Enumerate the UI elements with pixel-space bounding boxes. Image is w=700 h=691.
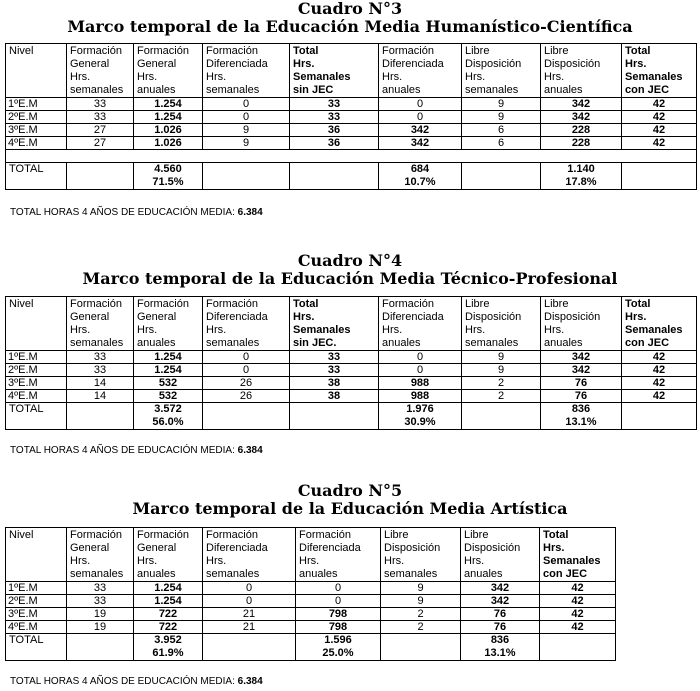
- table4-cell: 42: [622, 377, 697, 390]
- table3-header-cell: Formación General Hrs. anuales: [134, 44, 203, 98]
- table5-total-cell: [203, 634, 296, 661]
- table5-row: [6, 582, 616, 595]
- table3-cell: 1.026: [134, 124, 203, 137]
- table5-cell: 798: [296, 621, 381, 634]
- table3-cell: 342: [379, 124, 462, 137]
- table5-cell: 33: [67, 582, 134, 595]
- table4-cell: 76: [541, 390, 622, 403]
- table4-header-cell: Libre Disposición Hrs. semanales: [462, 297, 541, 351]
- table5-cell: 798: [296, 608, 381, 621]
- table5-header-row: [6, 528, 616, 582]
- table4-cell: 2ºE.M: [6, 364, 67, 377]
- table4-cell: 3ºE.M: [6, 377, 67, 390]
- table3-subtitle: Marco temporal de la Educación Media Humanístico-Científica: [67, 17, 633, 36]
- table3-cell: 342: [541, 111, 622, 124]
- table3-header-cell: Total Hrs. Semanales sin JEC: [290, 44, 379, 98]
- table4-header-cell: Libre Disposición Hrs. anuales: [541, 297, 622, 351]
- table4-subtitle: Marco temporal de la Educación Media Técnico-Profesional: [82, 269, 618, 288]
- table5-cell: 76: [461, 608, 540, 621]
- table4-total-row: [6, 403, 697, 430]
- table4-total-cell: 836 13.1%: [541, 403, 622, 430]
- table3-spacer-cell: [6, 150, 697, 163]
- table5-row: [6, 595, 616, 608]
- table4-cell: 0: [379, 351, 462, 364]
- table3-cell: 33: [67, 111, 134, 124]
- table5-cell: 0: [203, 595, 296, 608]
- table4-cell: 14: [67, 390, 134, 403]
- table3-cell: 228: [541, 137, 622, 150]
- table3-footer: TOTAL HORAS 4 AÑOS DE EDUCACIÓN MEDIA: 6.384: [10, 207, 263, 218]
- table5-cell: 722: [134, 608, 203, 621]
- table4-cell: 1.254: [134, 364, 203, 377]
- table4-cell: 26: [203, 390, 290, 403]
- table4-cell: 42: [622, 390, 697, 403]
- table5-cell: 2ºE.M: [6, 595, 67, 608]
- table3-header-cell: Nivel: [6, 44, 67, 98]
- table3-cell: 0: [203, 111, 290, 124]
- table4-total-cell: 3.572 56.0%: [134, 403, 203, 430]
- table5-cell: 2: [381, 608, 461, 621]
- table5-header-cell: Formación Diferenciada Hrs. anuales: [296, 528, 381, 582]
- table4-header-cell: Total Hrs. Semanales con JEC: [622, 297, 697, 351]
- table5-total-label: TOTAL: [6, 634, 67, 661]
- table5-cell: 9: [381, 595, 461, 608]
- table3-cell: 0: [379, 111, 462, 124]
- table3-total-cell: 4.560 71.5%: [134, 163, 203, 190]
- table5-header-cell: Nivel: [6, 528, 67, 582]
- table5-cell: 42: [540, 608, 616, 621]
- table4-total-label: TOTAL: [6, 403, 67, 430]
- table4-cell: 988: [379, 377, 462, 390]
- table3-spacer-row: [6, 150, 697, 163]
- table3-cell: 228: [541, 124, 622, 137]
- table5-total-cell: [540, 634, 616, 661]
- table3-cell: 342: [379, 137, 462, 150]
- table4-row: [6, 377, 697, 390]
- table3-cell: 342: [541, 98, 622, 111]
- table4-cell: 0: [379, 364, 462, 377]
- table5-footer-value: 6.384: [237, 676, 263, 687]
- table3-cell: 33: [67, 98, 134, 111]
- table5-cell: 0: [296, 582, 381, 595]
- table3-cell: 1.254: [134, 111, 203, 124]
- table3-cell: 33: [290, 111, 379, 124]
- table4-row: [6, 364, 697, 377]
- table5-total-cell: [67, 634, 134, 661]
- table3-row: [6, 124, 697, 137]
- table5-cell: 21: [203, 621, 296, 634]
- table4-total-cell: [290, 403, 379, 430]
- table4-title: Cuadro N°4: [297, 251, 403, 270]
- table3-cell: 27: [67, 137, 134, 150]
- table3-cell: 9: [462, 98, 541, 111]
- table5-cell: 9: [381, 582, 461, 595]
- table4-cell: 1.254: [134, 351, 203, 364]
- table5-cell: 1.254: [134, 595, 203, 608]
- table3-total-cell: [290, 163, 379, 190]
- table3-footer-value: 6.384: [237, 207, 263, 218]
- table5-total-cell: 1.596 25.0%: [296, 634, 381, 661]
- table3-cell: 42: [622, 98, 697, 111]
- table5-cell: 42: [540, 621, 616, 634]
- table4-header-cell: Formación Diferenciada Hrs. anuales: [379, 297, 462, 351]
- table5-row: [6, 621, 616, 634]
- table5-total-row: [6, 634, 616, 661]
- table4-cell: 9: [462, 364, 541, 377]
- table5-cell: 19: [67, 621, 134, 634]
- table5-cell: 0: [203, 582, 296, 595]
- table4-cell: 0: [203, 351, 290, 364]
- table3-total-cell: [462, 163, 541, 190]
- table5-cell: 76: [461, 621, 540, 634]
- table4-header-cell: Nivel: [6, 297, 67, 351]
- table4-grid: [5, 296, 697, 430]
- table3-total-label: TOTAL: [6, 163, 67, 190]
- table4-cell: 532: [134, 390, 203, 403]
- table4-cell: 33: [67, 351, 134, 364]
- table3-cell: 42: [622, 124, 697, 137]
- table5-cell: 1.254: [134, 582, 203, 595]
- table5-total-cell: 836 13.1%: [461, 634, 540, 661]
- table3-total-cell: [622, 163, 697, 190]
- table3-total-cell: [67, 163, 134, 190]
- table3-cell: 42: [622, 111, 697, 124]
- table5-title: Cuadro N°5: [297, 481, 403, 500]
- table4-header-cell: Formación General Hrs. anuales: [134, 297, 203, 351]
- table4-cell: 9: [462, 351, 541, 364]
- table4-row: [6, 351, 697, 364]
- table3-header-cell: Formación Diferenciada Hrs. anuales: [379, 44, 462, 98]
- table5-row: [6, 608, 616, 621]
- table5-cell: 1ºE.M: [6, 582, 67, 595]
- table5-cell: 342: [461, 582, 540, 595]
- table3-total-cell: 684 10.7%: [379, 163, 462, 190]
- table4-cell: 14: [67, 377, 134, 390]
- table4-footer: TOTAL HORAS 4 AÑOS DE EDUCACIÓN MEDIA: 6.384: [10, 445, 263, 456]
- table5-header-cell: Formación General Hrs. semanales: [67, 528, 134, 582]
- table4-cell: 42: [622, 351, 697, 364]
- table4-cell: 0: [203, 364, 290, 377]
- table3-cell: 1ºE.M: [6, 98, 67, 111]
- table3-cell: 1.254: [134, 98, 203, 111]
- table5-total-cell: [381, 634, 461, 661]
- table5-cell: 722: [134, 621, 203, 634]
- table3-header-cell: Libre Disposición Hrs. semanales: [462, 44, 541, 98]
- table4-cell: 4ºE.M: [6, 390, 67, 403]
- table3-title: Cuadro N°3: [297, 0, 403, 18]
- table4-cell: 26: [203, 377, 290, 390]
- table3-grid: [5, 43, 697, 190]
- table5-cell: 342: [461, 595, 540, 608]
- table4-total-cell: [462, 403, 541, 430]
- table3-cell: 36: [290, 137, 379, 150]
- table3-cell: 3ºE.M: [6, 124, 67, 137]
- table4-footer-value: 6.384: [237, 445, 263, 456]
- table3-row: [6, 98, 697, 111]
- table3-header-cell: Formación Diferenciada Hrs. semanales: [203, 44, 290, 98]
- table4-total-cell: 1.976 30.9%: [379, 403, 462, 430]
- table3-cell: 9: [462, 111, 541, 124]
- table3-header-row: [6, 44, 697, 98]
- table3-cell: 0: [379, 98, 462, 111]
- table3-cell: 6: [462, 124, 541, 137]
- table4-total-cell: [622, 403, 697, 430]
- table3-cell: 6: [462, 137, 541, 150]
- table3-cell: 0: [203, 98, 290, 111]
- table5-cell: 0: [296, 595, 381, 608]
- table3-header-cell: Total Hrs. Semanales con JEC: [622, 44, 697, 98]
- table3-cell: 42: [622, 137, 697, 150]
- table3-row: [6, 137, 697, 150]
- table5-grid: [5, 527, 616, 661]
- table4-cell: 988: [379, 390, 462, 403]
- table3-total-cell: 1.140 17.8%: [541, 163, 622, 190]
- table4-cell: 532: [134, 377, 203, 390]
- table4-total-cell: [67, 403, 134, 430]
- table4-row: [6, 390, 697, 403]
- table5-subtitle: Marco temporal de la Educación Media Artística: [132, 499, 568, 518]
- table4-cell: 2: [462, 377, 541, 390]
- table3-cell: 9: [203, 137, 290, 150]
- table3-cell: 33: [290, 98, 379, 111]
- table3-cell: 9: [203, 124, 290, 137]
- table5-cell: 2: [381, 621, 461, 634]
- table4-cell: 42: [622, 364, 697, 377]
- table5-cell: 21: [203, 608, 296, 621]
- table4-header-cell: Total Hrs. Semanales sin JEC.: [290, 297, 379, 351]
- table5-total-cell: 3.952 61.9%: [134, 634, 203, 661]
- table5-cell: 3ºE.M: [6, 608, 67, 621]
- table4-cell: 342: [541, 351, 622, 364]
- table3-total-cell: [203, 163, 290, 190]
- table4-cell: 1ºE.M: [6, 351, 67, 364]
- table5-cell: 19: [67, 608, 134, 621]
- table3-cell: 1.026: [134, 137, 203, 150]
- table3-cell: 27: [67, 124, 134, 137]
- table5-header-cell: Total Hrs. Semanales con JEC: [540, 528, 616, 582]
- table4-cell: 33: [67, 364, 134, 377]
- table4-header-cell: Formación General Hrs. semanales: [67, 297, 134, 351]
- table4-cell: 38: [290, 377, 379, 390]
- table4-cell: 2: [462, 390, 541, 403]
- table3-header-cell: Formación General Hrs. semanales: [67, 44, 134, 98]
- table5-header-cell: Formación Diferenciada Hrs. semanales: [203, 528, 296, 582]
- table4-cell: 33: [290, 364, 379, 377]
- table4-cell: 33: [290, 351, 379, 364]
- table5-cell: 4ºE.M: [6, 621, 67, 634]
- table5-cell: 42: [540, 595, 616, 608]
- table4-cell: 38: [290, 390, 379, 403]
- table4-total-cell: [203, 403, 290, 430]
- table4-header-cell: Formación Diferenciada Hrs. semanales: [203, 297, 290, 351]
- table4-header-row: [6, 297, 697, 351]
- table3-row: [6, 111, 697, 124]
- table5-cell: 33: [67, 595, 134, 608]
- table4-cell: 342: [541, 364, 622, 377]
- table3-cell: 36: [290, 124, 379, 137]
- table5-header-cell: Libre Disposición Hrs. semanales: [381, 528, 461, 582]
- table3-cell: 4ºE.M: [6, 137, 67, 150]
- table5-header-cell: Libre Disposición Hrs. anuales: [461, 528, 540, 582]
- table3-total-row: [6, 163, 697, 190]
- table3-header-cell: Libre Disposición Hrs. anuales: [541, 44, 622, 98]
- table5-footer: TOTAL HORAS 4 AÑOS DE EDUCACIÓN MEDIA: 6.384: [10, 676, 263, 687]
- table5-cell: 42: [540, 582, 616, 595]
- table5-header-cell: Formación General Hrs. anuales: [134, 528, 203, 582]
- table3-cell: 2ºE.M: [6, 111, 67, 124]
- table4-cell: 76: [541, 377, 622, 390]
